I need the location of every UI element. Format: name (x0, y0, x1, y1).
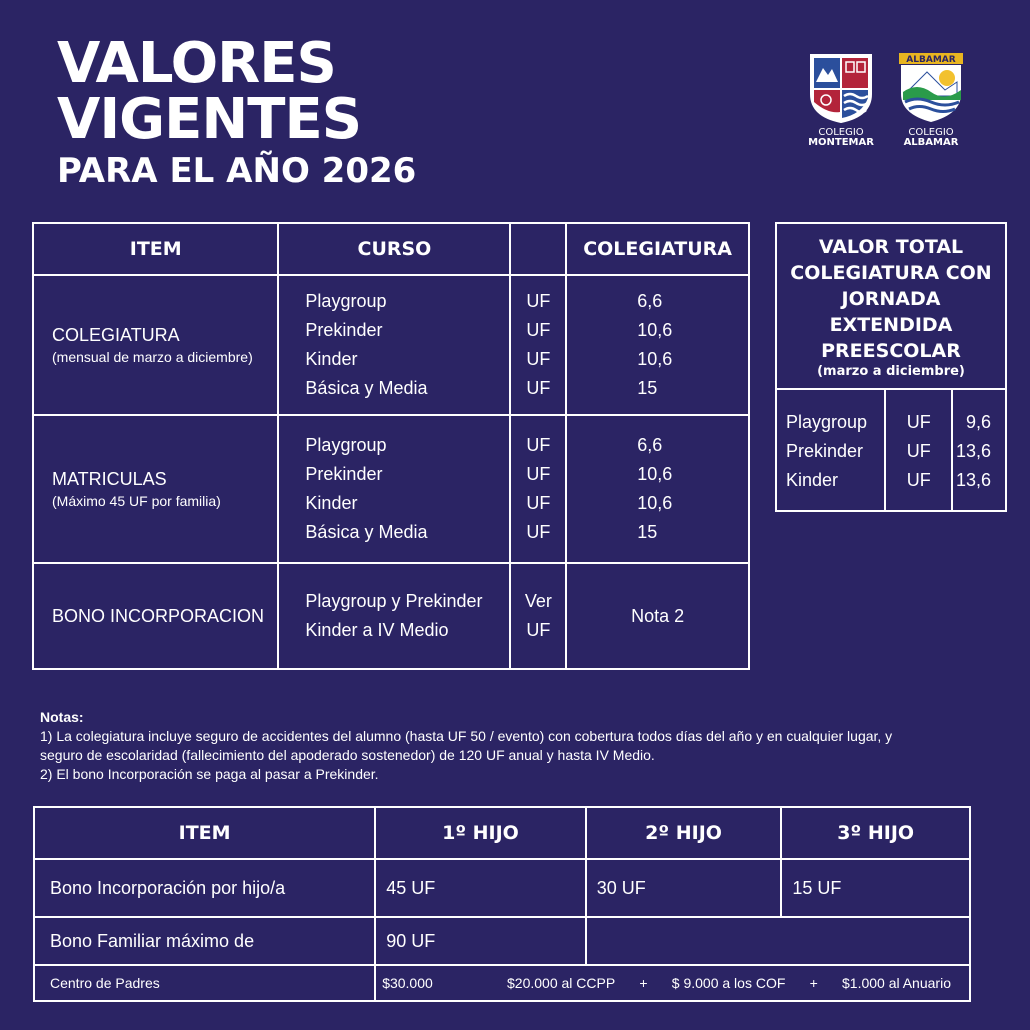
table-row (33, 415, 749, 563)
value: 15 UF (781, 859, 970, 917)
curso: Básica y Media (305, 378, 428, 398)
curso: Kinder (305, 349, 358, 369)
item-matriculas-sub: (Máximo 45 UF por familia) (52, 493, 221, 509)
logo-montemar (806, 52, 876, 148)
header-item: ITEM (34, 807, 375, 859)
item-matriculas: MATRICULAS (52, 469, 167, 489)
notes (40, 708, 990, 784)
value: 90 UF (375, 917, 586, 965)
albamar-banner: ALBAMAR (906, 55, 956, 65)
logo-montemar-line2: MONTEMAR (808, 137, 874, 148)
notes-title: Notas: (40, 709, 84, 725)
table-row (776, 389, 1006, 511)
centro-padres-total: $30.000 (382, 975, 433, 991)
header-curso: CURSO (278, 223, 510, 275)
header-hijo-1: 1º HIJO (375, 807, 586, 859)
centro-padres-label: Centro de Padres (34, 965, 375, 1001)
curso: Playgroup y Prekinder (305, 591, 483, 611)
unit: UF (526, 522, 551, 542)
unit: UF (526, 620, 551, 640)
plus-sign: + (639, 975, 648, 991)
value: 30 UF (586, 859, 782, 917)
table-row (34, 859, 970, 917)
curso: Prekinder (305, 320, 383, 340)
value: 9,6 (965, 412, 991, 432)
table-header-row (34, 807, 970, 859)
logo-albamar-line2: ALBAMAR (903, 137, 959, 148)
centro-padres-ccpp: $20.000 al CCPP (507, 975, 616, 991)
unit: UF (526, 378, 551, 398)
curso: Playgroup (305, 291, 387, 311)
title-line-1: VALORES (57, 31, 336, 96)
header-item: ITEM (33, 223, 278, 275)
note-2: 2) El bono Incorporación se paga al pasar a Prekinder. (40, 766, 379, 782)
table-row (33, 563, 749, 669)
curso: Prekinder (305, 464, 383, 484)
unit: UF (906, 412, 931, 432)
total-subtitle: (marzo a diciembre) (817, 364, 965, 379)
value: 13,6 (955, 470, 991, 490)
unit: UF (526, 320, 551, 340)
value: 10,6 (637, 464, 673, 484)
note-1a: 1) La colegiatura incluye seguro de accidentes del alumno (hasta UF 50 / evento) con cobertura todos días del año y en cualquier lugar, y (40, 728, 893, 744)
curso: Prekinder (786, 441, 864, 461)
plus-sign: + (809, 975, 818, 991)
unit: UF (526, 464, 551, 484)
value: 13,6 (955, 441, 991, 461)
curso: Playgroup (786, 412, 868, 432)
tuition-table (32, 222, 750, 670)
header-unit (510, 223, 566, 275)
header-hijo-2: 2º HIJO (586, 807, 782, 859)
curso: Playgroup (305, 435, 387, 455)
value: 10,6 (637, 493, 673, 513)
curso: Kinder (786, 470, 839, 490)
logo-albamar-line1: COLEGIO (908, 127, 954, 138)
value: Nota 2 (566, 563, 749, 669)
value: 6,6 (637, 435, 663, 455)
unit: UF (526, 435, 551, 455)
logo-montemar-line1: COLEGIO (818, 127, 864, 138)
centro-padres-anuario: $1.000 al Anuario (842, 975, 951, 991)
item-bono-incorporacion: BONO INCORPORACION (52, 605, 265, 626)
unit: Ver (524, 591, 552, 611)
bono-familiar-label: Bono Familiar máximo de (34, 917, 375, 965)
item-colegiatura: COLEGIATURA (52, 325, 180, 345)
bono-incorporacion-label: Bono Incorporación por hijo/a (34, 859, 375, 917)
value: 15 (637, 378, 658, 398)
curso: Kinder (305, 493, 358, 513)
logo-albamar (896, 52, 966, 148)
table-row (34, 965, 970, 1001)
value: 10,6 (637, 320, 673, 340)
table-row (33, 275, 749, 415)
montemar-shield-icon (808, 52, 874, 124)
value: 6,6 (637, 291, 663, 311)
table-row (34, 917, 970, 965)
value: 10,6 (637, 349, 673, 369)
table-header-row (33, 223, 749, 275)
curso: Básica y Media (305, 522, 428, 542)
header-colegiatura: COLEGIATURA (566, 223, 749, 275)
unit: UF (906, 441, 931, 461)
title-line-2: VIGENTES (57, 87, 362, 152)
total-title: VALOR TOTAL COLEGIATURA CON JORNADA EXTENDIDA PREESCOLAR (marzo a diciembre) (776, 223, 1006, 389)
unit: UF (906, 470, 931, 490)
header-hijo-3: 3º HIJO (781, 807, 970, 859)
item-colegiatura-sub: (mensual de marzo a diciembre) (52, 349, 253, 365)
centro-padres-cof: $ 9.000 a los COF (671, 975, 786, 991)
unit: UF (526, 349, 551, 369)
unit: UF (526, 291, 551, 311)
curso: Kinder a IV Medio (305, 620, 449, 640)
note-1b: seguro de escolaridad (fallecimiento del apoderado sostenedor) de 120 UF anual y hasta IV Medio. (40, 747, 655, 763)
value: 15 (637, 522, 658, 542)
albamar-mountain-icon (897, 52, 965, 124)
page-title (57, 31, 417, 191)
total-jornada-table (775, 222, 1007, 512)
unit: UF (526, 493, 551, 513)
title-line-3: PARA EL AÑO 2026 (57, 151, 417, 191)
bono-table (33, 806, 971, 1002)
value: 45 UF (375, 859, 586, 917)
